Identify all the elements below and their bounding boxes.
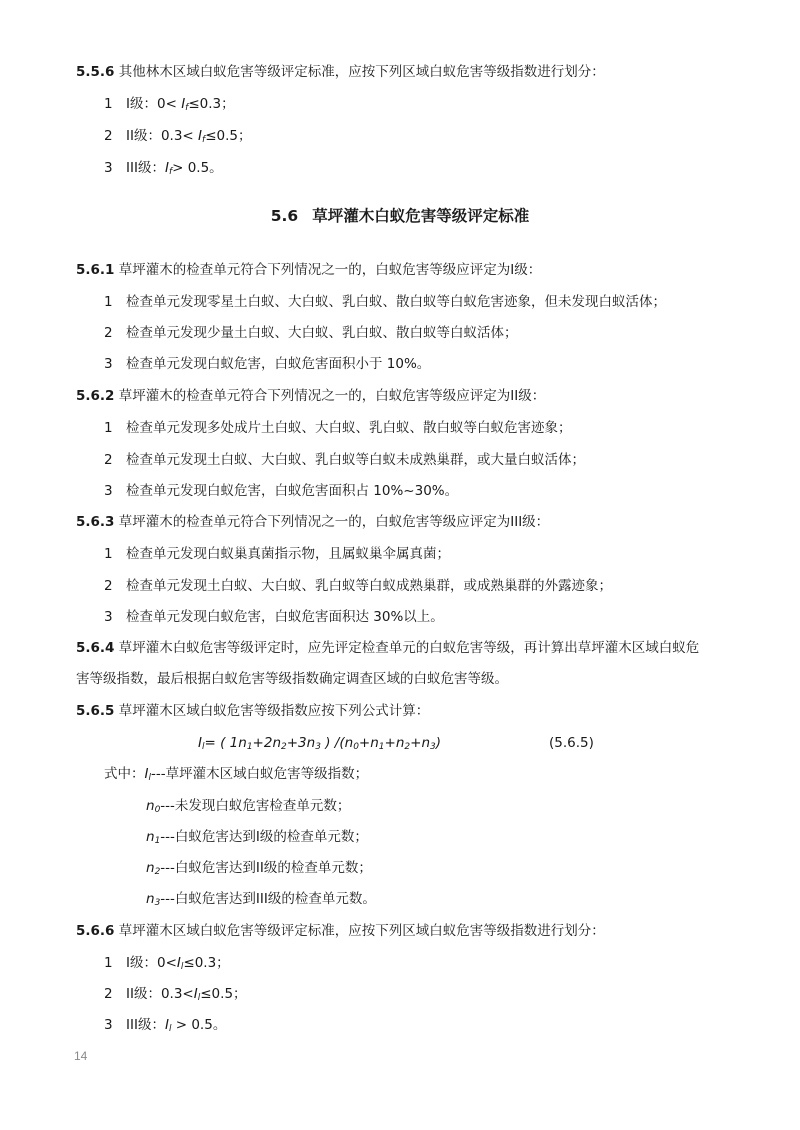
section-heading bbox=[0, 206, 800, 226]
definition-text: ---白蚁危害达到II级的检查单元数； bbox=[160, 860, 372, 876]
item-text: 检查单元发现土白蚁、大白蚁、乳白蚁等白蚁成熟巢群，或成熟巢群的外露迹象； bbox=[126, 578, 612, 594]
subscript: f bbox=[202, 135, 206, 145]
item-text: ≤0.3； bbox=[188, 96, 235, 112]
item-number: 2 bbox=[104, 452, 113, 468]
list-item bbox=[104, 418, 572, 438]
clause-5-6-1 bbox=[76, 260, 541, 280]
list-item bbox=[104, 292, 666, 312]
clause-number: 5.6.3 bbox=[76, 514, 115, 530]
section-number: 5.6 bbox=[270, 207, 299, 225]
item-text: I级：0< bbox=[126, 955, 177, 971]
clause-number: 5.6.1 bbox=[76, 262, 115, 278]
item-text: 检查单元发现多处成片土白蚁、大白蚁、乳白蚁、散白蚁等白蚁危害迹象； bbox=[126, 420, 572, 436]
item-number: 1 bbox=[104, 546, 113, 562]
subscript: 3 bbox=[154, 898, 161, 908]
definition-row bbox=[146, 827, 368, 851]
subscript: 2 bbox=[154, 867, 161, 877]
definition-row bbox=[146, 889, 376, 913]
item-text: ≤0.3； bbox=[183, 955, 230, 971]
subscript: 0 bbox=[154, 805, 161, 815]
item-number: 1 bbox=[104, 294, 113, 310]
formula-term: n bbox=[272, 735, 282, 751]
clause-5-6-6 bbox=[76, 921, 605, 941]
definition-text: ---未发现白蚁危害检查单元数； bbox=[160, 798, 351, 814]
clause-5-6-5 bbox=[76, 701, 429, 721]
clause-text: 其他林木区域白蚁危害等级评定标准，应按下列区域白蚁危害等级指数进行划分： bbox=[118, 64, 605, 80]
formula-term: n bbox=[238, 735, 247, 751]
item-text: II级：0.3< bbox=[126, 128, 199, 144]
item-text: 检查单元发现零星土白蚁、大白蚁、乳白蚁、散白蚁等白蚁危害迹象，但未发现白蚁活体； bbox=[126, 294, 666, 310]
clause-text: 草坪灌木区域白蚁危害等级评定标准，应按下列区域白蚁危害等级指数进行划分： bbox=[118, 923, 605, 939]
definition-variable: I bbox=[144, 766, 149, 782]
item-text: > 0.5。 bbox=[172, 160, 223, 176]
clause-5-5-6 bbox=[76, 62, 605, 82]
definition-row bbox=[146, 796, 350, 820]
subscript: l bbox=[148, 773, 151, 783]
item-text: II级：0.3< bbox=[126, 986, 194, 1002]
subscript: 2 bbox=[281, 742, 287, 752]
definition-row bbox=[146, 858, 372, 882]
item-text: ≤0.5； bbox=[200, 986, 247, 1002]
clause-5-6-3 bbox=[76, 512, 549, 532]
subscript: 2 bbox=[404, 742, 411, 752]
section-title: 草坪灌木白蚁危害等级评定标准 bbox=[312, 207, 530, 225]
subscript: 1 bbox=[378, 742, 385, 752]
list-item bbox=[104, 450, 585, 470]
item-number: 3 bbox=[104, 356, 113, 372]
index-variable: I bbox=[164, 160, 169, 176]
page-number: 14 bbox=[74, 1049, 88, 1063]
formula-term: n bbox=[421, 735, 431, 751]
item-text: III级： bbox=[126, 1017, 165, 1033]
formula-term: +2 bbox=[252, 735, 273, 751]
definition-variable: n bbox=[146, 891, 155, 907]
subscript: f bbox=[185, 103, 189, 113]
subscript: f bbox=[168, 167, 173, 177]
clause-5-6-2 bbox=[76, 386, 545, 406]
clause-number: 5.6.6 bbox=[76, 923, 115, 939]
subscript: l bbox=[201, 742, 205, 752]
item-number: 3 bbox=[104, 1017, 113, 1033]
clause-text: 草坪灌木的检查单元符合下列情况之一的，白蚁危害等级应评定为I级： bbox=[118, 262, 542, 278]
formula-term: n bbox=[306, 735, 316, 751]
formula-term: +3 bbox=[286, 735, 307, 751]
index-variable: I bbox=[176, 955, 181, 971]
item-number: 3 bbox=[104, 160, 113, 176]
formula-term: n bbox=[395, 735, 405, 751]
list-item bbox=[104, 544, 450, 564]
definition-variable: n bbox=[146, 829, 155, 845]
subscript: 0 bbox=[353, 742, 359, 752]
definition-variable: n bbox=[146, 860, 155, 876]
subscript: 1 bbox=[154, 836, 161, 846]
formula-term: ) bbox=[435, 735, 442, 751]
definition-row bbox=[104, 764, 368, 788]
index-variable: I bbox=[164, 1017, 169, 1033]
item-number: 1 bbox=[104, 420, 113, 436]
formula-term: n bbox=[344, 735, 354, 751]
clause-text: 害等级指数，最后根据白蚁危害等级指数确定调查区域的白蚁危害等级。 bbox=[76, 671, 508, 687]
clause-number: 5.6.5 bbox=[76, 703, 115, 719]
item-number: 2 bbox=[104, 578, 113, 594]
where-label: 式中： bbox=[104, 766, 145, 782]
item-number: 1 bbox=[104, 955, 113, 971]
definition-variable: n bbox=[146, 798, 155, 814]
clause-number: 5.6.2 bbox=[76, 388, 115, 404]
index-variable: I bbox=[198, 128, 203, 144]
definition-text: ---白蚁危害达到I级的检查单元数； bbox=[160, 829, 368, 845]
item-number: 2 bbox=[104, 128, 113, 144]
formula bbox=[198, 733, 441, 757]
clause-text: 草坪灌木的检查单元符合下列情况之一的，白蚁危害等级应评定为II级： bbox=[118, 388, 546, 404]
subscript: 3 bbox=[315, 742, 321, 752]
definition-text: ---草坪灌木区域白蚁危害等级指数； bbox=[151, 766, 369, 782]
item-text: 检查单元发现土白蚁、大白蚁、乳白蚁等白蚁未成熟巢群，或大量白蚁活体； bbox=[126, 452, 585, 468]
item-text: 检查单元发现少量土白蚁、大白蚁、乳白蚁、散白蚁等白蚁活体； bbox=[126, 325, 518, 341]
item-number: 3 bbox=[104, 609, 113, 625]
item-number: 2 bbox=[104, 325, 113, 341]
clause-number: 5.6.4 bbox=[76, 640, 115, 656]
subscript: 3 bbox=[430, 742, 436, 752]
list-item bbox=[104, 94, 235, 118]
item-text: > 0.5。 bbox=[171, 1017, 227, 1033]
formula-term: n bbox=[370, 735, 379, 751]
formula-term: ) /( bbox=[320, 735, 345, 751]
list-item bbox=[104, 576, 612, 596]
formula-term: + bbox=[410, 735, 422, 751]
clause-5-6-4 bbox=[76, 638, 699, 658]
index-variable: I bbox=[181, 96, 186, 112]
item-number: 2 bbox=[104, 986, 113, 1002]
item-text: I级：0< bbox=[126, 96, 182, 112]
clause-text: 草坪灌木白蚁危害等级评定时，应先评定检查单元的白蚁危害等级，再计算出草坪灌木区域白蚁危 bbox=[118, 640, 700, 656]
list-item bbox=[104, 953, 230, 977]
item-text: III级： bbox=[126, 160, 165, 176]
clause-text: 草坪灌木区域白蚁危害等级指数应按下列公式计算： bbox=[118, 703, 430, 719]
subscript: 1 bbox=[246, 742, 253, 752]
item-text: ≤0.5； bbox=[205, 128, 252, 144]
item-text: 检查单元发现白蚁危害，白蚁危害面积达 30%以上。 bbox=[126, 609, 444, 625]
item-number: 1 bbox=[104, 96, 113, 112]
list-item bbox=[104, 607, 444, 627]
list-item bbox=[104, 126, 251, 150]
item-text: 检查单元发现白蚁巢真菌指示物，且属蚁巢伞属真菌； bbox=[126, 546, 450, 562]
formula-term: = ( 1 bbox=[204, 735, 239, 751]
list-item bbox=[104, 481, 458, 501]
index-variable: I bbox=[193, 986, 198, 1002]
item-text: 检查单元发现白蚁危害，白蚁危害面积占 10%~30%。 bbox=[126, 483, 459, 499]
list-item bbox=[104, 354, 430, 374]
list-item bbox=[104, 1015, 226, 1039]
clause-number: 5.5.6 bbox=[76, 64, 115, 80]
definition-text: ---白蚁危害达到III级的检查单元数。 bbox=[160, 891, 376, 907]
item-number: 3 bbox=[104, 483, 113, 499]
list-item bbox=[104, 323, 518, 343]
equation-number: (5.6.5) bbox=[549, 735, 594, 751]
subscript: l bbox=[197, 993, 201, 1003]
clause-text: 草坪灌木的检查单元符合下列情况之一的，白蚁危害等级应评定为III级： bbox=[118, 514, 550, 530]
list-item bbox=[104, 984, 247, 1008]
formula-term: + bbox=[358, 735, 371, 751]
formula-term: I bbox=[198, 735, 202, 751]
list-item bbox=[104, 158, 223, 182]
subscript: l bbox=[168, 1024, 172, 1034]
clause-5-6-4-continued bbox=[76, 669, 508, 689]
formula-term: + bbox=[384, 735, 396, 751]
subscript: l bbox=[180, 962, 184, 972]
item-text: 检查单元发现白蚁危害，白蚁危害面积小于 10%。 bbox=[126, 356, 431, 372]
